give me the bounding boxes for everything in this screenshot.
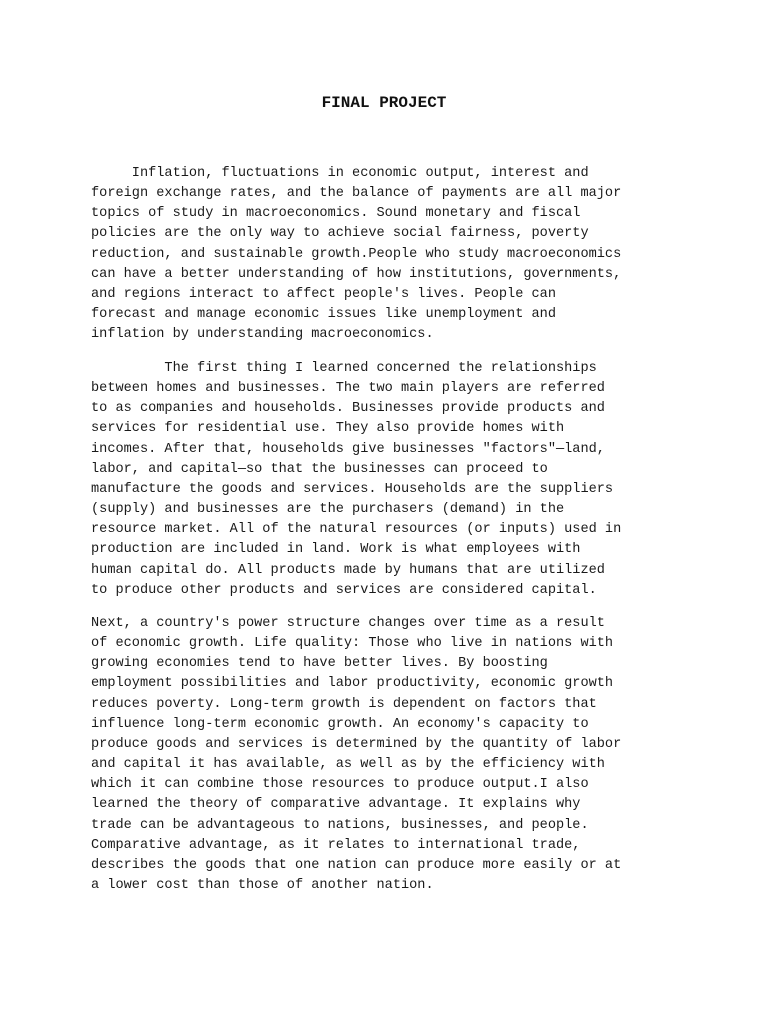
text-line: forecast and manage economic issues like unemployment and <box>91 307 556 323</box>
text-line: inflation by understanding macroeconomics. <box>91 327 434 343</box>
text-line: resource market. All of the natural resources (or inputs) used in <box>91 522 622 538</box>
text-line: labor, and capital—so that the businesses can proceed to <box>91 461 548 477</box>
text-line: learned the theory of comparative advantage. It explains why <box>91 797 581 813</box>
text-line: to as companies and households. Businesses provide products and <box>91 401 605 417</box>
text-line: growing economies tend to have better lives. By boosting <box>91 656 548 672</box>
text-line: a lower cost than those of another nation. <box>91 878 434 894</box>
text-line: services for residential use. They also provide homes with <box>91 421 565 437</box>
text-line: production are included in land. Work is what employees with <box>91 542 581 558</box>
text-line: foreign exchange rates, and the balance of payments are all major <box>91 186 622 202</box>
text-line: (supply) and businesses are the purchasers (demand) in the <box>91 502 565 518</box>
text-line: describes the goods that one nation can produce more easily or at <box>91 857 622 873</box>
text-line: influence long-term economic growth. An economy's capacity to <box>91 716 589 732</box>
text-line: trade can be advantageous to nations, businesses, and people. <box>91 817 589 833</box>
text-line: Inflation, fluctuations in economic output, interest and <box>91 166 589 181</box>
text-line: and capital it has available, as well as by the efficiency with <box>91 757 605 773</box>
text-line: and regions interact to affect people's lives. People can <box>91 286 556 302</box>
text-line: reduction, and sustainable growth.People who study macroeconomics <box>91 246 622 262</box>
paragraph-inflation <box>91 164 687 345</box>
text-line: incomes. After that, households give businesses "factors"—land, <box>91 441 605 457</box>
text-line: The first thing I learned concerned the relationships <box>91 361 597 376</box>
text-line: Comparative advantage, as it relates to international trade, <box>91 837 581 853</box>
text-line: policies are the only way to achieve social fairness, poverty <box>91 226 589 242</box>
paragraph-homes-businesses <box>91 359 687 601</box>
text-line: manufacture the goods and services. Households are the suppliers <box>91 481 614 497</box>
text-line: of economic growth. Life quality: Those who live in nations with <box>91 636 614 652</box>
text-line: reduces poverty. Long-term growth is dependent on factors that <box>91 696 597 712</box>
text-line: employment possibilities and labor productivity, economic growth <box>91 676 614 692</box>
text-line: can have a better understanding of how institutions, governments, <box>91 266 622 282</box>
text-line: to produce other products and services are considered capital. <box>91 582 597 598</box>
text-line: between homes and businesses. The two main players are referred <box>91 381 605 397</box>
text-line: which it can combine those resources to produce output.I also <box>91 777 589 793</box>
text-line: topics of study in macroeconomics. Sound monetary and fiscal <box>91 206 581 222</box>
page-title: FINAL PROJECT <box>321 94 447 112</box>
text-line: human capital do. All products made by humans that are utilized <box>91 562 605 578</box>
text-line: produce goods and services is determined by the quantity of labor <box>91 736 622 752</box>
text-line: Next, a country's power structure changes over time as a result <box>91 616 605 631</box>
paragraph-economic-growth <box>91 614 687 896</box>
